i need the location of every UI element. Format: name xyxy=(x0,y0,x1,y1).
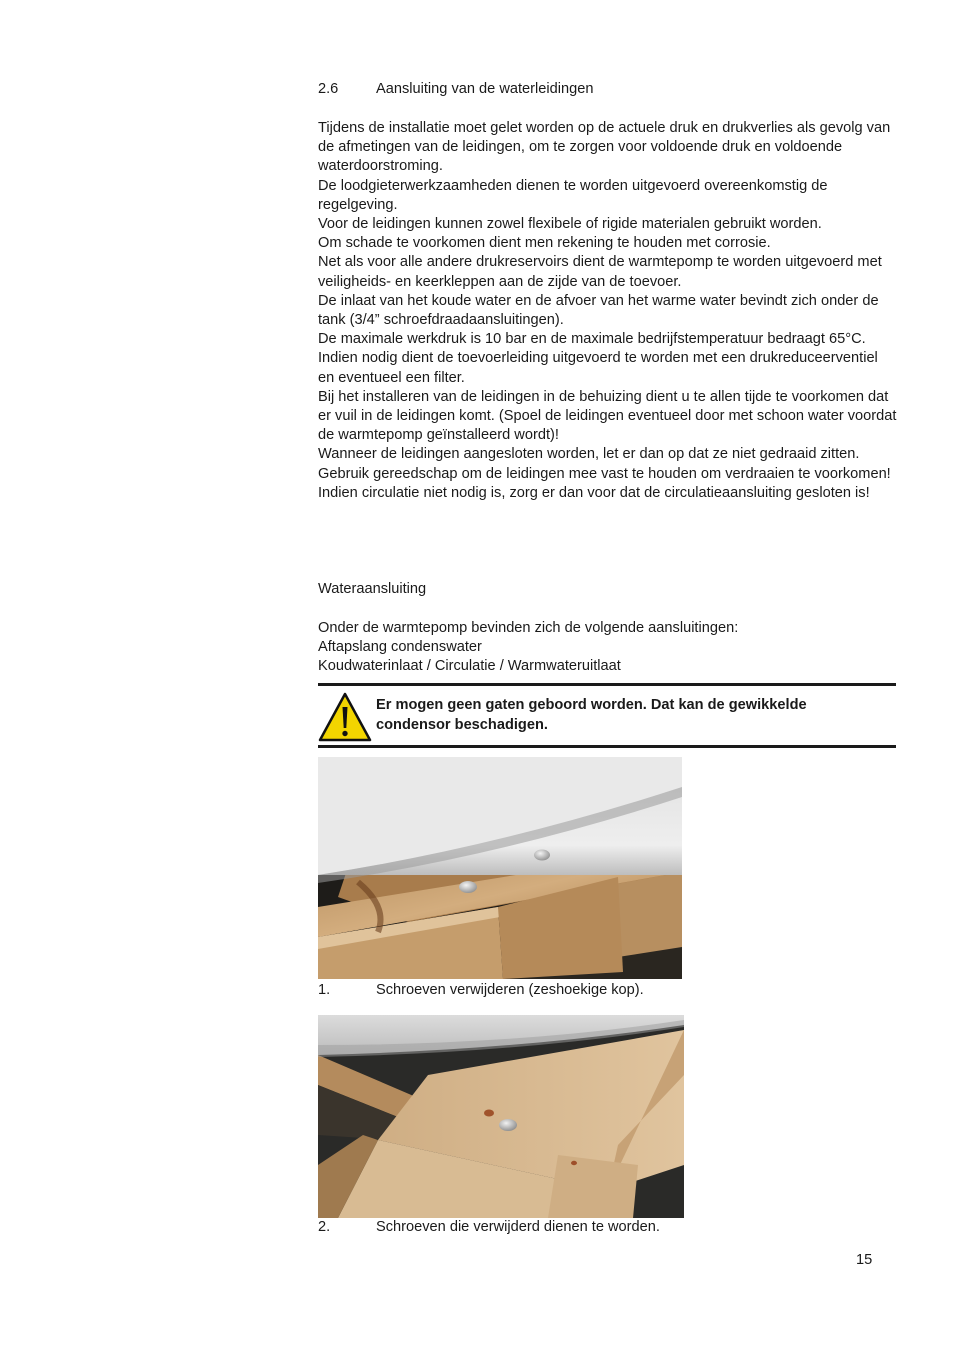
connections-intro: Onder de warmtepomp bevinden zich de volgende aansluitingen: xyxy=(318,620,739,636)
warning-rule-top xyxy=(318,683,896,686)
body-text xyxy=(318,119,898,503)
warning-triangle-icon xyxy=(318,692,372,742)
warning-rule-bottom xyxy=(318,745,896,748)
figure-number: 1. xyxy=(318,982,331,998)
section-heading xyxy=(318,80,898,99)
paragraph: Indien nodig dient de toevoerleiding uitgevoerd te worden met een drukreduceerventiel en eventueel een filter. xyxy=(318,350,878,386)
connection-item: Aftapslang condenswater xyxy=(318,639,482,655)
page-number: 15 xyxy=(856,1252,873,1268)
figure-number: 2. xyxy=(318,1219,331,1235)
figure-caption-text: Schroeven die verwijderd dienen te worden. xyxy=(376,1219,660,1235)
figure-caption xyxy=(318,981,644,1000)
connection-item: Koudwaterinlaat / Circulatie / Warmwateruitlaat xyxy=(318,658,621,674)
figure-caption xyxy=(318,1218,660,1237)
paragraph: De maximale werkdruk is 10 bar en de maximale bedrijfstemperatuur bedraagt 65°C. xyxy=(318,331,866,348)
paragraph: Om schade te voorkomen dient men rekening te houden met corrosie. xyxy=(318,235,771,252)
warning-text: Er mogen geen gaten geboord worden. Dat kan de gewikkelde condensor beschadigen. xyxy=(376,697,807,733)
section-number: 2.6 xyxy=(318,81,339,97)
section-title: Aansluiting van de waterleidingen xyxy=(376,81,594,97)
paragraph: Tijdens de installatie moet gelet worden op de actuele druk en drukverlies als gevolg van de afmetingen van de leidingen, om te zorgen voor voldoende druk en voldoende waterdoorstroming. xyxy=(318,120,891,175)
paragraph: Indien circulatie niet nodig is, zorg er dan voor dat de circulatieaansluiting gesloten is! xyxy=(318,484,870,501)
paragraph: Bij het installeren van de leidingen in de behuizing dient u te allen tijde te voorkomen dat er vuil in de leidingen komt. (Spoel de leidingen eventueel door met schoon water voordat de warmtepomp geïnstalleerd wordt)! xyxy=(318,388,897,444)
subheading-water-connection: Wateraansluiting xyxy=(318,581,427,597)
photo-screws-removal xyxy=(318,757,682,979)
paragraph: Net als voor alle andere drukreservoirs dient de warmtepomp te worden uitgevoerd met veiligheids- en keerkleppen aan de zijde van de toevoer. xyxy=(318,254,882,290)
paragraph: De inlaat van het koude water en de afvoer van het warme water bevindt zich onder de tank (3/4” schroefdraadaansluitingen). xyxy=(318,292,879,329)
paragraph: De loodgieterwerkzaamheden dienen te worden uitgevoerd overeenkomstig de regelgeving. xyxy=(318,177,828,213)
paragraph: Voor de leidingen kunnen zowel flexibele of rigide materialen gebruikt worden. xyxy=(318,216,822,233)
paragraph: Wanneer de leidingen aangesloten worden, let er dan op dat ze niet gedraaid zitten. Gebruik gereedschap om de leidingen mee vast te houden om verdraaien te voorkomen! xyxy=(318,446,891,482)
figure-caption-text: Schroeven verwijderen (zeshoekige kop). xyxy=(376,982,644,998)
photo-screws-to-remove xyxy=(318,1015,684,1218)
